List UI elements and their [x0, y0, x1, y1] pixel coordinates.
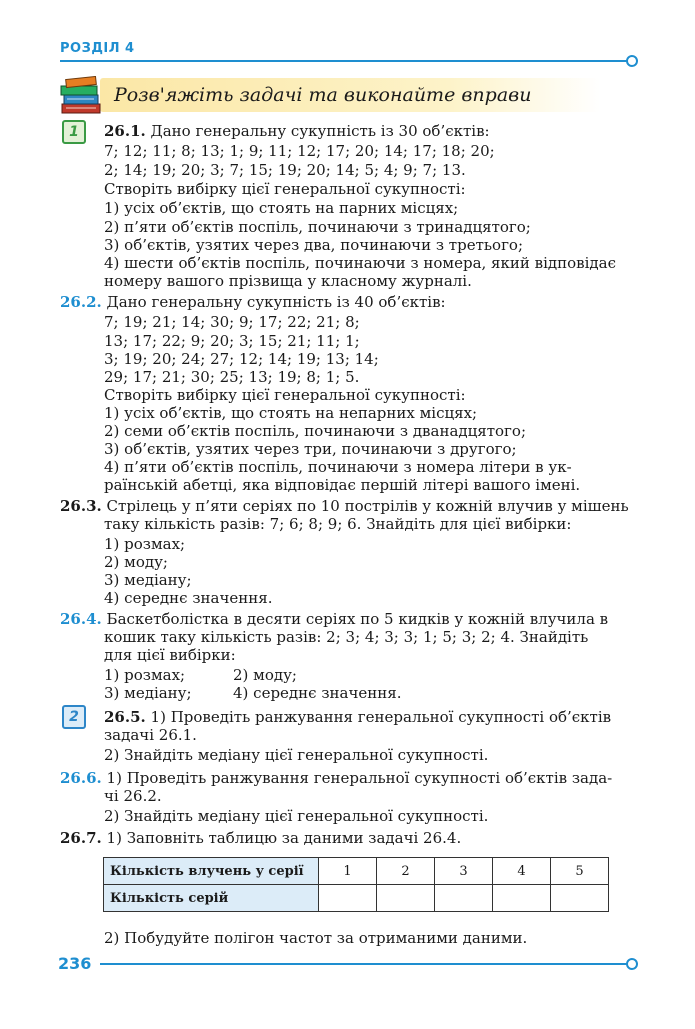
- table-header-cell: Кількість влучень у серії: [104, 858, 319, 885]
- table-empty-cell: [493, 885, 551, 912]
- table-row: [104, 885, 609, 912]
- frequency-table: [103, 857, 609, 912]
- problem-number: 26.3.: [60, 497, 102, 515]
- problem-number: 26.2.: [60, 293, 102, 311]
- header-rule: [60, 60, 628, 62]
- section-label: РОЗДІЛ 4: [60, 41, 135, 56]
- table-row: [104, 858, 609, 885]
- table-column-header: 1: [319, 858, 377, 885]
- table-header-cell: Кількість серій: [104, 885, 319, 912]
- level-1-icon: 1: [62, 120, 86, 144]
- table-column-header: 5: [551, 858, 609, 885]
- problem-number: 26.1.: [104, 122, 146, 140]
- table-column-header: 2: [377, 858, 435, 885]
- table-empty-cell: [319, 885, 377, 912]
- banner-title: Розв'яжіть задачі та виконайте вправи: [114, 84, 532, 106]
- books-icon: [58, 76, 104, 116]
- level-2-icon: 2: [62, 705, 86, 729]
- footer-rule: [100, 963, 628, 965]
- table-empty-cell: [377, 885, 435, 912]
- problem-number: 26.7.: [60, 829, 102, 847]
- table-empty-cell: [435, 885, 493, 912]
- table-column-header: 4: [493, 858, 551, 885]
- table-empty-cell: [551, 885, 609, 912]
- problem-number: 26.4.: [60, 610, 102, 628]
- page-number: 236: [58, 954, 92, 973]
- problem-number: 26.6.: [60, 769, 102, 787]
- header-rule-end-dot: [626, 55, 638, 67]
- problem-number: 26.5.: [104, 708, 146, 726]
- table-column-header: 3: [435, 858, 493, 885]
- footer-rule-end-dot: [626, 958, 638, 970]
